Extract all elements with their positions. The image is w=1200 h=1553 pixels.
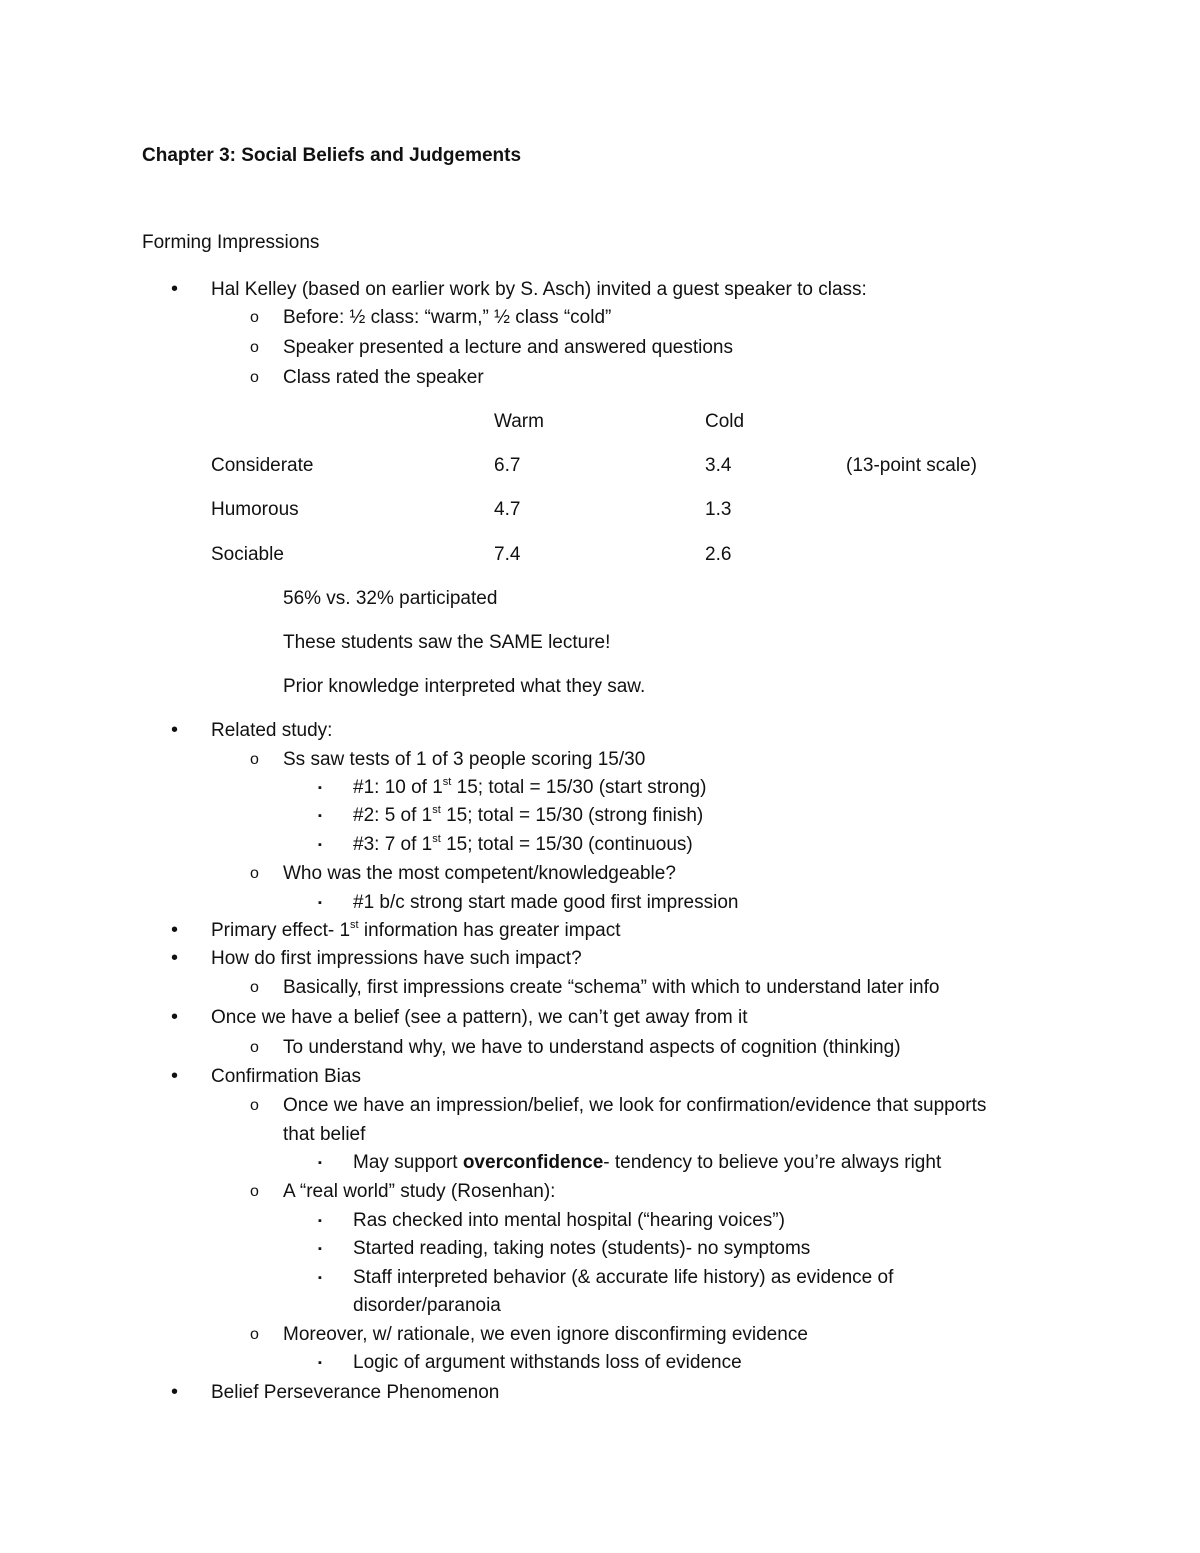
overconfidence-item <box>353 1153 941 1172</box>
overconfidence-term: overconfidence <box>462 1152 604 1173</box>
square-bullet-icon: ▪ <box>318 782 322 794</box>
circle-bullet-icon: o <box>250 1039 259 1056</box>
bullet-icon: • <box>171 1381 179 1403</box>
related-answer: #1 b/c strong start made good first impression <box>353 892 739 913</box>
rosenhan-item-continued: disorder/paranoia <box>353 1295 501 1316</box>
square-bullet-icon: ▪ <box>318 1357 322 1369</box>
related-scoring: Ss saw tests of 1 of 3 people scoring 15/30 <box>283 749 646 770</box>
person-text: #2: 5 of 1 <box>353 805 433 826</box>
circle-bullet-icon: o <box>250 1326 259 1343</box>
table-cell-warm: 7.4 <box>494 544 521 565</box>
person-item <box>353 806 703 825</box>
belief-sub: To understand why, we have to understand aspects of cognition (thinking) <box>283 1037 901 1058</box>
table-header-warm: Warm <box>494 411 544 432</box>
square-bullet-icon: ▪ <box>318 839 322 851</box>
person-text: #1: 10 of 1 <box>353 777 443 798</box>
bullet-icon: • <box>171 719 179 741</box>
real-world-study: A “real world” study (Rosenhan): <box>283 1181 556 1202</box>
table-cell-cold: 2.6 <box>705 544 732 565</box>
bullet-icon: • <box>171 1065 179 1087</box>
belief-text: Once we have a belief (see a pattern), we can’t get away from it <box>211 1007 748 1028</box>
bullet-icon: • <box>171 947 179 969</box>
overconf-text: - tendency to believe you’re always right <box>603 1152 942 1173</box>
finding-text: Prior knowledge interpreted what they saw. <box>283 676 646 697</box>
related-question: Who was the most competent/knowledgeable? <box>283 863 676 884</box>
person-item <box>353 778 706 797</box>
section-heading: Forming Impressions <box>142 232 320 253</box>
square-bullet-icon: ▪ <box>318 1215 322 1227</box>
kelley-sub-item: Class rated the speaker <box>283 367 484 388</box>
finding-text: 56% vs. 32% participated <box>283 588 498 609</box>
circle-bullet-icon: o <box>250 369 259 386</box>
table-cell-warm: 4.7 <box>494 499 521 520</box>
bullet-icon: • <box>171 919 179 941</box>
related-study-label: Related study: <box>211 720 333 741</box>
confirmation-sub-line: that belief <box>283 1124 366 1145</box>
rosenhan-item: Ras checked into mental hospital (“hearing voices”) <box>353 1210 785 1231</box>
table-cell-cold: 1.3 <box>705 499 732 520</box>
superscript: st <box>432 804 441 816</box>
rosenhan-item: Started reading, taking notes (students)- no symptoms <box>353 1238 811 1259</box>
table-row-label: Humorous <box>211 499 299 520</box>
superscript: st <box>432 833 441 845</box>
impact-answer: Basically, first impressions create “schema” with which to understand later info <box>283 977 940 998</box>
logic-text: Logic of argument withstands loss of evidence <box>353 1352 742 1373</box>
table-cell-note: (13-point scale) <box>846 455 977 476</box>
person-text: 15; total = 15/30 (strong finish) <box>440 805 704 826</box>
circle-bullet-icon: o <box>250 979 259 996</box>
kelley-intro: Hal Kelley (based on earlier work by S. Asch) invited a guest speaker to class: <box>211 279 867 300</box>
table-header-cold: Cold <box>705 411 745 432</box>
circle-bullet-icon: o <box>250 1097 259 1114</box>
impact-question: How do first impressions have such impact? <box>211 948 582 969</box>
confirmation-sub-line: Once we have an impression/belief, we look for confirmation/evidence that supports <box>283 1095 987 1116</box>
circle-bullet-icon: o <box>250 339 259 356</box>
circle-bullet-icon: o <box>250 1183 259 1200</box>
page-title: Chapter 3: Social Beliefs and Judgements <box>142 145 522 166</box>
person-text: #3: 7 of 1 <box>353 834 433 855</box>
square-bullet-icon: ▪ <box>318 1243 322 1255</box>
circle-bullet-icon: o <box>250 309 259 326</box>
bullet-icon: • <box>171 278 179 300</box>
person-text: 15; total = 15/30 (start strong) <box>451 777 707 798</box>
person-item <box>353 835 693 854</box>
kelley-sub-item: Speaker presented a lecture and answered questions <box>283 337 733 358</box>
table-cell-cold: 3.4 <box>705 455 732 476</box>
primary-text: information has greater impact <box>358 920 621 941</box>
superscript: st <box>442 776 452 788</box>
confirmation-label: Confirmation Bias <box>211 1066 361 1087</box>
perseverance-heading: Belief Perseverance Phenomenon <box>211 1382 500 1403</box>
superscript: st <box>350 919 359 931</box>
moreover-text: Moreover, w/ rationale, we even ignore disconfirming evidence <box>283 1324 808 1345</box>
kelley-sub-item: Before: ½ class: “warm,” ½ class “cold” <box>283 307 612 328</box>
finding-text: These students saw the SAME lecture! <box>283 632 611 653</box>
square-bullet-icon: ▪ <box>318 1272 322 1284</box>
circle-bullet-icon: o <box>250 751 259 768</box>
circle-bullet-icon: o <box>250 865 259 882</box>
square-bullet-icon: ▪ <box>318 897 322 909</box>
bullet-icon: • <box>171 1006 179 1028</box>
primary-text: Primary effect- 1 <box>211 920 351 941</box>
square-bullet-icon: ▪ <box>318 1157 322 1169</box>
primary-effect <box>211 921 621 940</box>
table-row-label: Sociable <box>211 544 284 565</box>
table-row-label: Considerate <box>211 455 314 476</box>
rosenhan-item: Staff interpreted behavior (& accurate life history) as evidence of <box>353 1267 894 1288</box>
person-text: 15; total = 15/30 (continuous) <box>440 834 693 855</box>
square-bullet-icon: ▪ <box>318 810 322 822</box>
overconf-text: May support <box>353 1152 463 1173</box>
table-cell-warm: 6.7 <box>494 455 521 476</box>
